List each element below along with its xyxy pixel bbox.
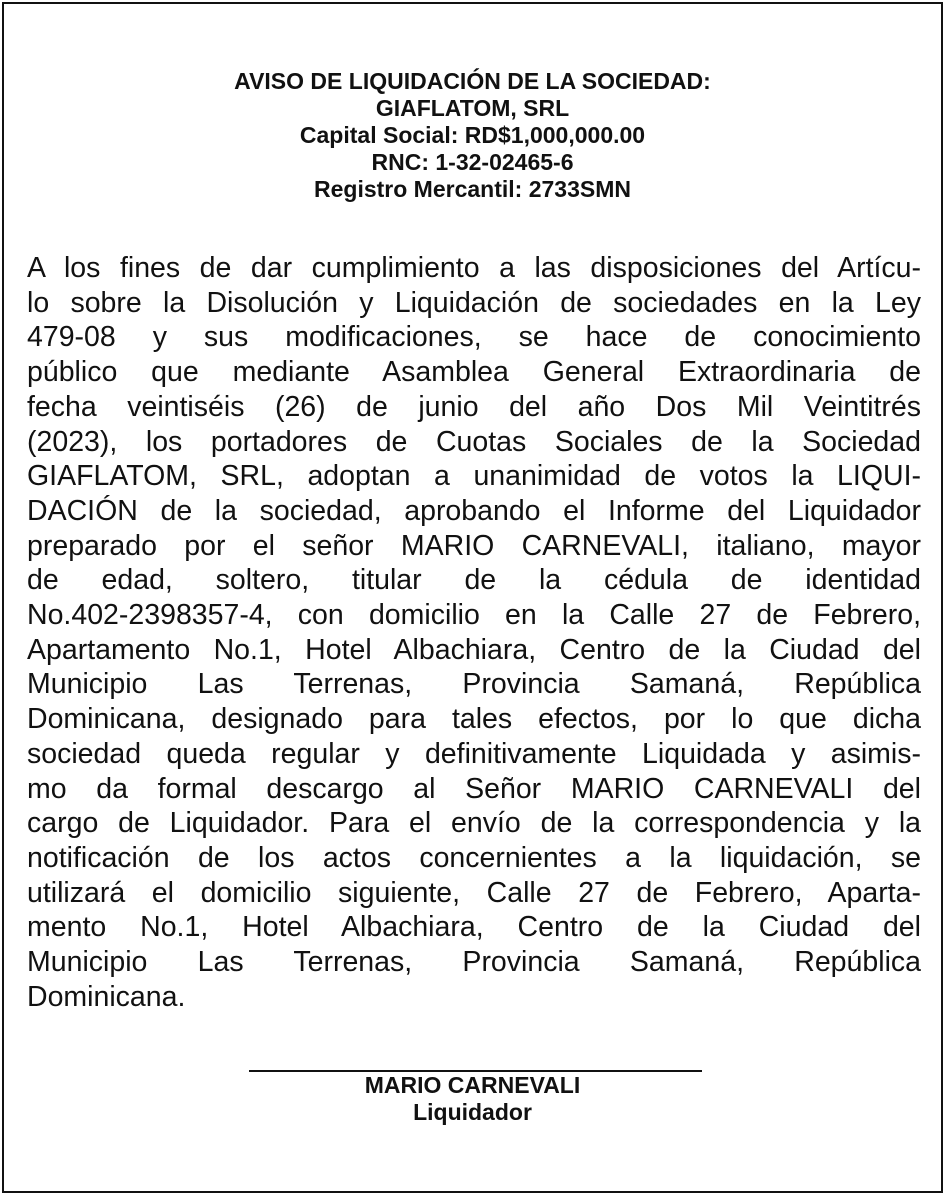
body-line: Municipio Las Terrenas, Provincia Samaná, República	[27, 668, 921, 701]
notice-body	[27, 251, 921, 1014]
signatory-name: MARIO CARNEVALI	[364, 1072, 581, 1098]
body-line: 479-08 y sus modificaciones, se hace de conocimiento	[27, 321, 921, 354]
body-line: Dominicana.	[27, 980, 186, 1013]
body-line: mo da formal descargo al Señor MARIO CARNEVALI del	[27, 772, 921, 805]
legal-notice	[2, 2, 943, 1193]
body-line: de edad, soltero, titular de la cédula de identidad	[27, 564, 921, 597]
notice-title: AVISO DE LIQUIDACIÓN DE LA SOCIEDAD:	[234, 68, 711, 94]
body-line: público que mediante Asamblea General Extraordinaria de	[27, 356, 921, 389]
body-line: sociedad queda regular y definitivamente Liquidada y asimis-	[27, 737, 921, 770]
body-line: GIAFLATOM, SRL, adoptan a unanimidad de votos la LIQUI-	[27, 460, 921, 493]
body-line: No.402-2398357-4, con domicilio en la Calle 27 de Febrero,	[27, 599, 921, 632]
body-line: (2023), los portadores de Cuotas Sociales de la Sociedad	[27, 425, 921, 458]
rnc-number: RNC: 1-32-02465-6	[371, 149, 574, 175]
registro-mercantil: Registro Mercantil: 2733SMN	[314, 176, 631, 202]
body-line: utilizará el domicilio siguiente, Calle 27 de Febrero, Aparta-	[27, 876, 921, 909]
body-line: cargo de Liquidador. Para el envío de la correspondencia y la	[27, 807, 921, 840]
body-line: Dominicana, designado para tales efectos, por lo que dicha	[27, 703, 921, 736]
body-line: Apartamento No.1, Hotel Albachiara, Centro de la Ciudad del	[27, 633, 921, 666]
body-line: fecha veintiséis (26) de junio del año Dos Mil Veintitrés	[27, 390, 921, 423]
signature-block	[4, 1072, 941, 1126]
company-name: GIAFLATOM, SRL	[375, 95, 570, 121]
body-line: notificación de los actos concernientes a la liquidación, se	[27, 841, 921, 874]
signatory-role: Liquidador	[413, 1099, 532, 1125]
body-line: mento No.1, Hotel Albachiara, Centro de la Ciudad del	[27, 911, 921, 944]
body-line: lo sobre la Disolución y Liquidación de sociedades en la Ley	[27, 286, 921, 319]
body-line: Municipio Las Terrenas, Provincia Samaná, República	[27, 946, 921, 979]
notice-header	[4, 68, 941, 203]
body-line: DACIÓN de la sociedad, aprobando el Informe del Liquidador	[27, 494, 921, 527]
capital-social: Capital Social: RD$1,000,000.00	[299, 122, 646, 148]
body-line: A los fines de dar cumplimiento a las disposiciones del Artícu-	[27, 252, 921, 284]
body-line: preparado por el señor MARIO CARNEVALI, italiano, mayor	[27, 529, 921, 562]
